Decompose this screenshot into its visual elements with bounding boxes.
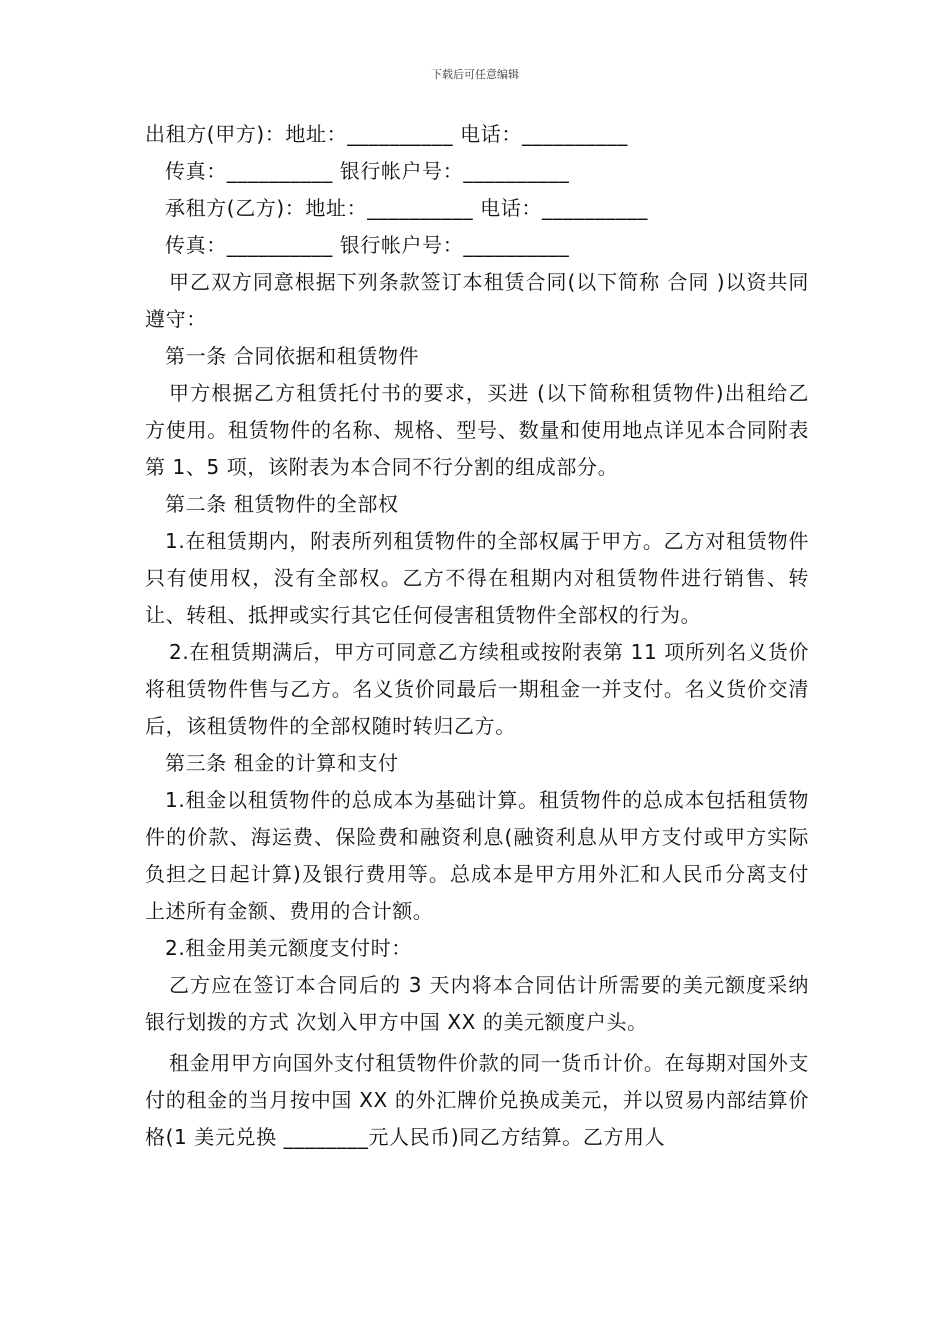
contract-body xyxy=(145,116,809,1156)
lessee-fax-line: 传真：__________ 银行帐户号：__________ xyxy=(165,233,570,257)
article2-title: 第二条 租赁物件的全部权 xyxy=(165,492,399,516)
lessor-fax-line: 传真：__________ 银行帐户号：__________ xyxy=(165,159,570,183)
lessee-address-line: 承租方(乙方)：地址：__________ 电话：__________ xyxy=(165,196,648,220)
article1-paragraph: 甲方根据乙方租赁托付书的要求，买进 (以下简称租赁物件)出租给乙方使用。租赁物件的名称、规格、型号、数量和使用地点详见本合同附表第 1、5 项，该附表为本合同不行分割的组成部分。 xyxy=(145,381,809,479)
article3-clause1: 1.租金以租赁物件的总成本为基础计算。租赁物件的总成本包括租赁物件的价款、海运费、保险费和融资利息(融资利息从甲方支付或甲方实际负担之日起计算)及银行费用等。总成本是甲方用外汇和人民币分离支付上述所有金额、费用的合计额。 xyxy=(145,788,809,923)
intro-paragraph: 甲乙双方同意根据下列条款签订本租赁合同(以下简称 合同 )以资共同遵守： xyxy=(145,270,809,331)
article3-title: 第三条 租金的计算和支付 xyxy=(165,751,399,775)
article1-title: 第一条 合同依据和租赁物件 xyxy=(165,344,420,368)
lessor-address-line: 出租方(甲方)：地址：__________ 电话：__________ xyxy=(145,122,628,146)
article3-clause2-paragraph-a: 乙方应在签订本合同后的 3 天内将本合同估计所需要的美元额度采纳银行划拨的方式 次划入甲方中国 XX 的美元额度户头。 xyxy=(145,973,809,1034)
page-header-note: 下载后可任意编辑 xyxy=(431,68,519,81)
article2-clause2: 2.在租赁期满后，甲方可同意乙方续租或按附表第 11 项所列名义货价将租赁物件售与乙方。名义货价同最后一期租金一并支付。名义货价交清后，该租赁物件的全部权随时转归乙方。 xyxy=(145,640,809,738)
article3-clause2-paragraph-b: 租金用甲方向国外支付租赁物件价款的同一货币计价。在每期对国外支付的租金的当月按中国 XX 的外汇牌价兑换成美元，并以贸易内部结算价格(1 美元兑换 ________元人民币)同乙方结算。乙方用人 xyxy=(145,1051,809,1149)
article2-clause1: 1.在租赁期内，附表所列租赁物件的全部权属于甲方。乙方对租赁物件只有使用权，没有全部权。乙方不得在租期内对租赁物件进行销售、转让、转租、抵押或实行其它任何侵害租赁物件全部权的行为。 xyxy=(145,529,809,627)
article3-clause2-title: 2.租金用美元额度支付时： xyxy=(165,936,412,960)
